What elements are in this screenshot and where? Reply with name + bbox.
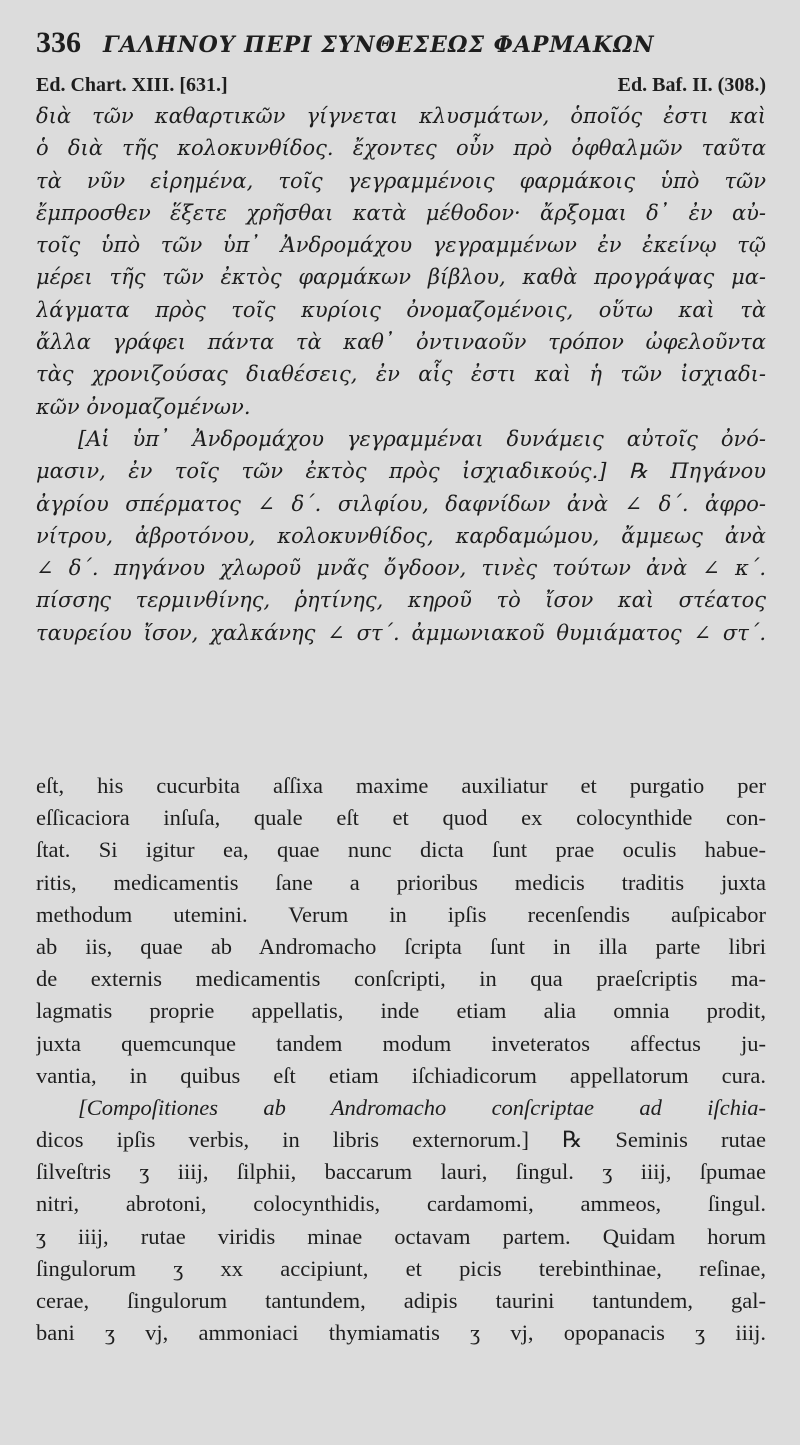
latin-line: ſtat. Si igitur ea, quae nunc dicta ſunt prae oculis habue- — [36, 837, 766, 863]
greek-line: ὁ διὰ τῆς κολοκυνθίδος. ἔχοντες οὖν πρὸ ὀφθαλμῶν ταῦτα — [36, 136, 766, 161]
greek-line: νίτρου, ἀβροτόνου, κολοκυνθίδος, καρδαμώμου, ἄμμεως ἀνὰ — [36, 523, 766, 548]
latin-line: methodum utemini. Verum in ipſis recenſendis auſpicabor — [36, 901, 766, 927]
greek-line: τὰ νῦν εἰρημένα, τοῖς γεγραμμένοις φαρμάκοις ὑπὸ τῶν — [36, 168, 766, 193]
latin-line: dicos ipſis verbis, in libris externorum.] ℞ Seminis rutae — [36, 1127, 766, 1153]
greek-line-heading: [Αἱ ὑπ᾽ Ἀνδρομάχου γεγραμμέναι δυνάμεις αὐτοῖς ὀνό- — [78, 426, 766, 451]
greek-line: κῶν ὀνομαζομένων. — [36, 394, 251, 419]
greek-line: μασιν, ἐν τοῖς τῶν ἐκτὸς πρὸς ἰσχιαδικούς.] ℞ Πηγάνου — [36, 459, 766, 484]
latin-line: lagmatis proprie appellatis, inde etiam alia omnia prodit, — [36, 998, 766, 1024]
greek-line: λάγματα πρὸς τοῖς κυρίοις ὀνομαζομένοις, οὕτω καὶ τὰ — [36, 297, 766, 322]
greek-line: ἄλλα γράφει πάντα τὰ καθ᾽ ὀντιναοῦν τρόπον ὠφελοῦντα — [36, 330, 766, 355]
latin-line: cerae, ſingulorum tantundem, adipis taurini tantundem, gal- — [36, 1288, 766, 1313]
page-header — [36, 26, 766, 66]
latin-line: eſt, his cucurbita aſſixa maxime auxiliatur et purgatio per — [36, 773, 766, 798]
greek-line: πίσσης τερμινθίνης, ῥητίνης, κηροῦ τὸ ἴσον καὶ στέατος — [36, 588, 766, 613]
greek-line: διὰ τῶν καθαρτικῶν γίγνεται κλυσμάτων, ὁποῖός ἐστι καὶ — [36, 104, 766, 128]
latin-line: de externis medicamentis conſcripti, in qua praeſcriptis ma- — [36, 966, 766, 992]
edition-reference-line — [36, 74, 766, 102]
latin-line: ʒ iiij, rutae viridis minae octavam partem. Quidam horum — [36, 1223, 766, 1249]
greek-line: ἀγρίου σπέρματος ∠ δ΄. σιλφίου, δαφνίδων ἀνὰ ∠ δ΄. ἀφρο- — [36, 491, 766, 516]
latin-line: nitri, abrotoni, colocynthidis, cardamomi, ammeos, ſingul. — [36, 1191, 766, 1217]
greek-line: ἔμπροσθεν ἕξετε χρῆσθαι κατὰ μέθοδον· ἄρξομαι δ᾽ ἐν αὐ- — [36, 200, 766, 225]
latin-line: bani ʒ vj, ammoniaci thymiamatis ʒ vj, opopanacis ʒ iiij. — [36, 1320, 766, 1346]
edition-reference-left: Ed. Chart. XIII. [631.] — [36, 74, 228, 96]
greek-line: μέρει τῆς τῶν ἐκτὸς φαρμάκων βίβλου, καθὰ προγράψας μα- — [36, 265, 766, 290]
latin-line: vantia, in quibus eſt etiam iſchiadicorum appellatorum cura. — [36, 1062, 766, 1088]
greek-line: ταυρείου ἴσον, χαλκάνης ∠ στ΄. ἀμμωνιακοῦ θυμιάματος ∠ στ΄. — [36, 620, 766, 645]
latin-line-heading: [Compoſitiones ab Andromacho conſcriptae ad iſchia- — [78, 1094, 766, 1120]
latin-line: ſilveſtris ʒ iiij, ſilphii, baccarum lauri, ſingul. ʒ iiij, ſpumae — [36, 1159, 766, 1185]
latin-line: ab iis, quae ab Andromacho ſcripta ſunt in illa parte libri — [36, 933, 766, 959]
greek-text-block — [36, 100, 766, 649]
latin-line: eſſicaciora inſuſa, quale eſt et quod ex colocynthide con- — [36, 805, 766, 831]
running-title: ΓΑΛΗΝΟΥ ΠΕΡΙ ΣΥΝΘΕΣΕΩΣ ΦΑΡΜΑΚΩΝ — [103, 32, 655, 58]
latin-line: ſingulorum ʒ xx accipiunt, et picis terebinthinae, reſinae, — [36, 1255, 766, 1281]
latin-text-block — [36, 770, 766, 1349]
greek-line: ∠ δ΄. πηγάνου χλωροῦ μνᾶς ὄγδοον, τινὲς τούτων ἀνὰ ∠ κ΄. — [36, 556, 766, 581]
greek-line: τοῖς ὑπὸ τῶν ὑπ᾽ Ἀνδρομάχου γεγραμμένων ἐν ἐκείνῳ τῷ — [36, 233, 766, 258]
edition-reference-right: Ed. Baf. II. (308.) — [617, 74, 766, 96]
greek-line: τὰς χρονιζούσας διαθέσεις, ἐν αἷς ἐστι καὶ ἡ τῶν ἰσχιαδι- — [36, 362, 766, 387]
page-number: 336 — [36, 26, 81, 59]
latin-line: juxta quemcunque tandem modum inveteratos affectus ju- — [36, 1030, 766, 1056]
latin-line: ritis, medicamentis ſane a prioribus medicis traditis juxta — [36, 869, 766, 895]
